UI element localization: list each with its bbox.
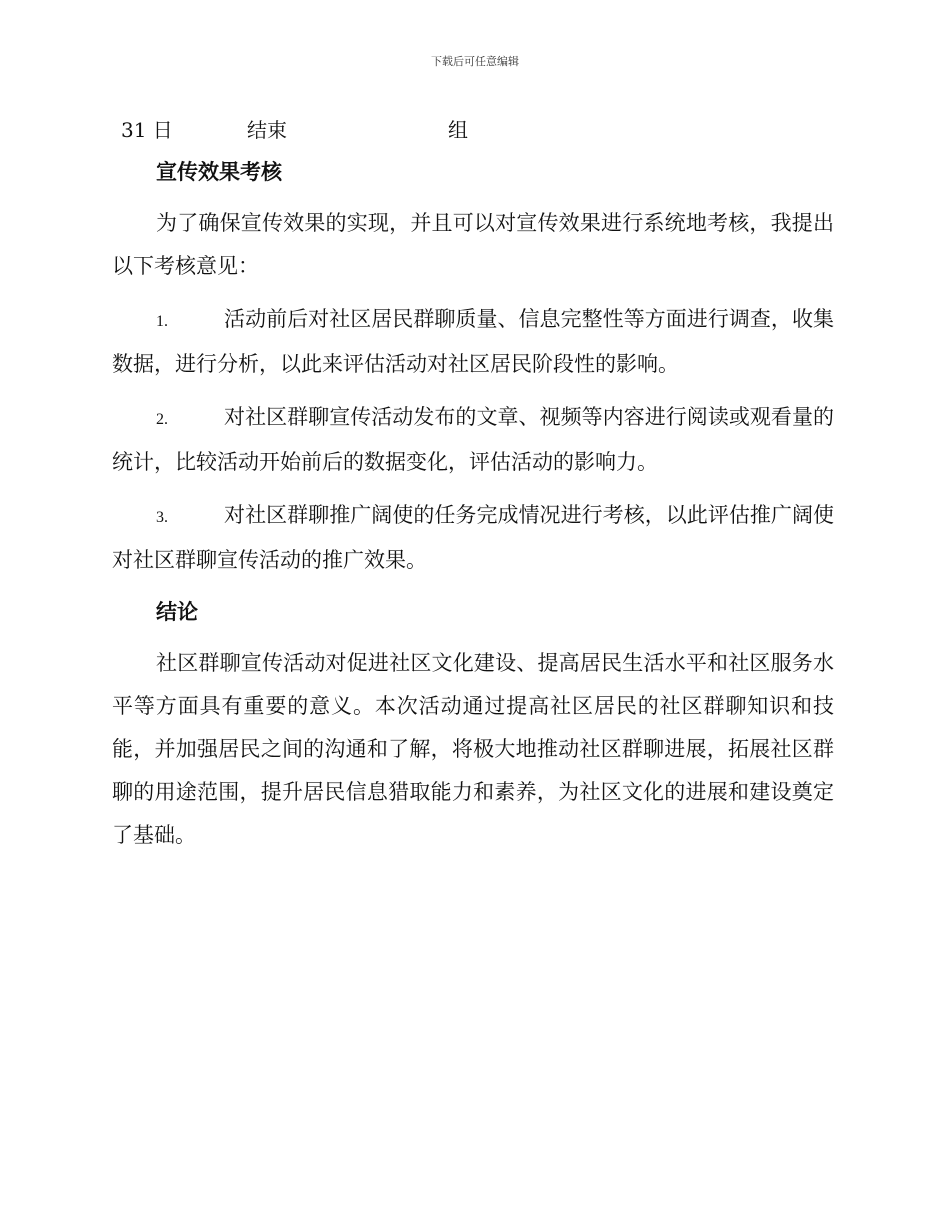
list-item-text: 活动前后对社区居民群聊质量、信息完整性等方面进行调查，收集数据，进行分析，以此来评估活动对社区居民阶段性的影响。 xyxy=(112,307,834,376)
list-item xyxy=(112,494,834,582)
evaluation-intro-paragraph: 为了确保宣传效果的实现，并且可以对宣传效果进行系统地考核，我提出以下考核意见： xyxy=(112,211,834,278)
section-heading-conclusion: 结论 xyxy=(156,599,198,624)
list-item-number: 3. xyxy=(156,509,168,526)
list-item xyxy=(112,298,834,386)
list-item xyxy=(112,396,834,484)
list-item-number: 1. xyxy=(156,313,168,330)
section-heading-evaluation: 宣传效果考核 xyxy=(156,159,282,184)
table-cell-status: 结束 xyxy=(247,118,287,142)
schedule-table-row xyxy=(0,116,950,144)
document-body xyxy=(112,152,834,857)
table-cell-group: 组 xyxy=(448,118,468,142)
list-item-number: 2. xyxy=(156,411,168,428)
table-cell-date: 31 日 xyxy=(121,118,173,142)
list-item-text: 对社区群聊推广阔使的任务完成情况进行考核，以此评估推广阔使对社区群聊宣传活动的推广效果。 xyxy=(112,503,834,572)
conclusion-paragraph: 社区群聊宣传活动对促进社区文化建设、提高居民生活水平和社区服务水平等方面具有重要的意义。本次活动通过提高社区居民的社区群聊知识和技能，并加强居民之间的沟通和了解，将极大地推动社区群聊进展，拓展社区群聊的用途范围，提升居民信息猎取能力和素养，为社区文化的进展和建设奠定了基础。 xyxy=(112,651,834,847)
list-item-text: 对社区群聊宣传活动发布的文章、视频等内容进行阅读或观看量的统计，比较活动开始前后的数据变化，评估活动的影响力。 xyxy=(112,405,834,474)
page-header-note: 下载后可任意编辑 xyxy=(431,55,519,68)
